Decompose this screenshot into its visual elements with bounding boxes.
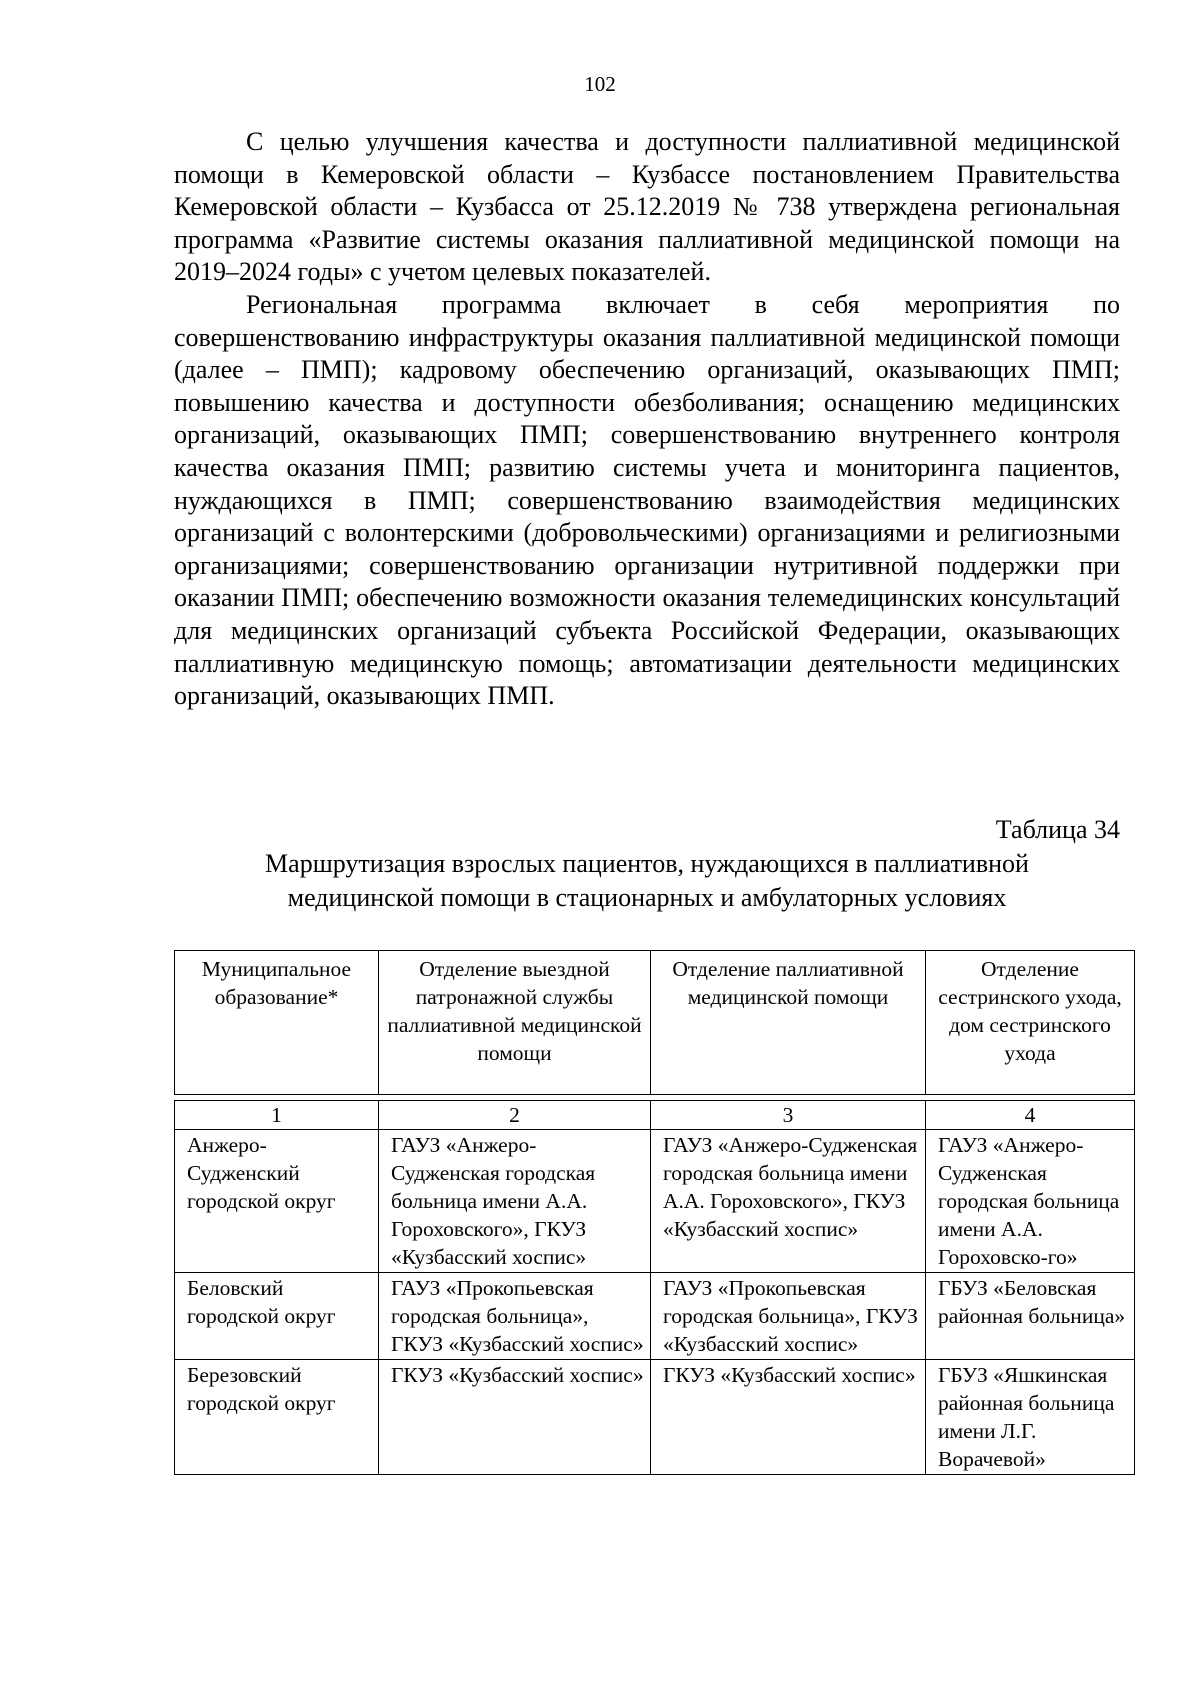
- cell-outreach: ГАУЗ «Анжеро-Судженская городская больница имени А.А. Гороховского», ГКУЗ «Кузбасский хоспис»: [379, 1130, 651, 1273]
- table-title: [174, 847, 1120, 915]
- routing-table: [174, 1100, 1135, 1475]
- column-number: 1: [175, 1101, 379, 1130]
- column-number: 2: [379, 1101, 651, 1130]
- table-header-row: [175, 951, 1135, 1095]
- paragraph-program: Региональная программа включает в себя мероприятия по совершенствованию инфраструктуры оказания паллиативной медицинской помощи (далее – ПМП); кадровому обеспечению организаций, оказывающих ПМП; повышению качества и доступности обезболивания; оснащению медицинских организаций, оказывающих ПМП; совершенствованию внутреннего контроля качества оказания ПМП; развитию системы учета и мониторинга пациентов, нуждающихся в ПМП; совершенствованию взаимодействия медицинских организаций с волонтерскими (добровольческими) организациями и религиозными организациями; совершенствованию организации нутритивной поддержки при оказании ПМП; обеспечению возможности оказания телемедицинских консультаций для медицинских организаций субъекта Российской Федерации, оказывающих паллиативную медицинскую помощь; автоматизации деятельности медицинских организаций, оказывающих ПМП.: [174, 289, 1120, 711]
- header-municipality: Муниципальное образование*: [175, 951, 379, 1095]
- cell-nursing: ГБУЗ «Яшкинская районная больница имени Л.Г. Ворачевой»: [926, 1360, 1135, 1475]
- header-palliative-department: Отделение паллиативной медицинской помощи: [651, 951, 926, 1095]
- body-text: [174, 126, 1120, 713]
- table-title-line-1: Маршрутизация взрослых пациентов, нуждающихся в паллиативной: [265, 849, 1029, 878]
- cell-palliative: ГАУЗ «Анжеро-Судженская городская больница имени А.А. Гороховского», ГКУЗ «Кузбасский хоспис»: [651, 1130, 926, 1273]
- cell-nursing: ГАУЗ «Анжеро-Судженская городская больница имени А.А. Гороховско-го»: [926, 1130, 1135, 1273]
- cell-municipality: Анжеро-Судженский городской округ: [175, 1130, 379, 1273]
- column-number-row: [175, 1101, 1135, 1130]
- table-title-line-2: медицинской помощи в стационарных и амбулаторных условиях: [287, 883, 1007, 912]
- table-row: [175, 1273, 1135, 1360]
- cell-palliative: ГАУЗ «Прокопьевская городская больница», ГКУЗ «Кузбасский хоспис»: [651, 1273, 926, 1360]
- table-header: [174, 950, 1135, 1095]
- paragraph-intro: С целью улучшения качества и доступности паллиативной медицинской помощи в Кемеровской области – Кузбассе постановлением Правительства Кемеровской области – Кузбасса от 25.12.2019 № 738 утверждена региональная программа «Развитие системы оказания паллиативной медицинской помощи на 2019–2024 годы» с учетом целевых показателей.: [174, 127, 1120, 287]
- cell-outreach: ГАУЗ «Прокопьевская городская больница», ГКУЗ «Кузбасский хоспис»: [379, 1273, 651, 1360]
- column-number: 4: [926, 1101, 1135, 1130]
- column-number: 3: [651, 1101, 926, 1130]
- table-row: [175, 1130, 1135, 1273]
- table-label: Таблица 34: [995, 815, 1120, 844]
- cell-municipality: Березовский городской округ: [175, 1360, 379, 1475]
- cell-municipality: Беловский городской округ: [175, 1273, 379, 1360]
- table-row: [175, 1360, 1135, 1475]
- header-outreach-service: Отделение выездной патронажной службы паллиативной медицинской помощи: [379, 951, 651, 1095]
- page-number: 102: [584, 72, 616, 96]
- cell-palliative: ГКУЗ «Кузбасский хоспис»: [651, 1360, 926, 1475]
- cell-nursing: ГБУЗ «Беловская районная больница»: [926, 1273, 1135, 1360]
- cell-outreach: ГКУЗ «Кузбасский хоспис»: [379, 1360, 651, 1475]
- header-nursing-care: Отделение сестринского ухода, дом сестринского ухода: [926, 951, 1135, 1095]
